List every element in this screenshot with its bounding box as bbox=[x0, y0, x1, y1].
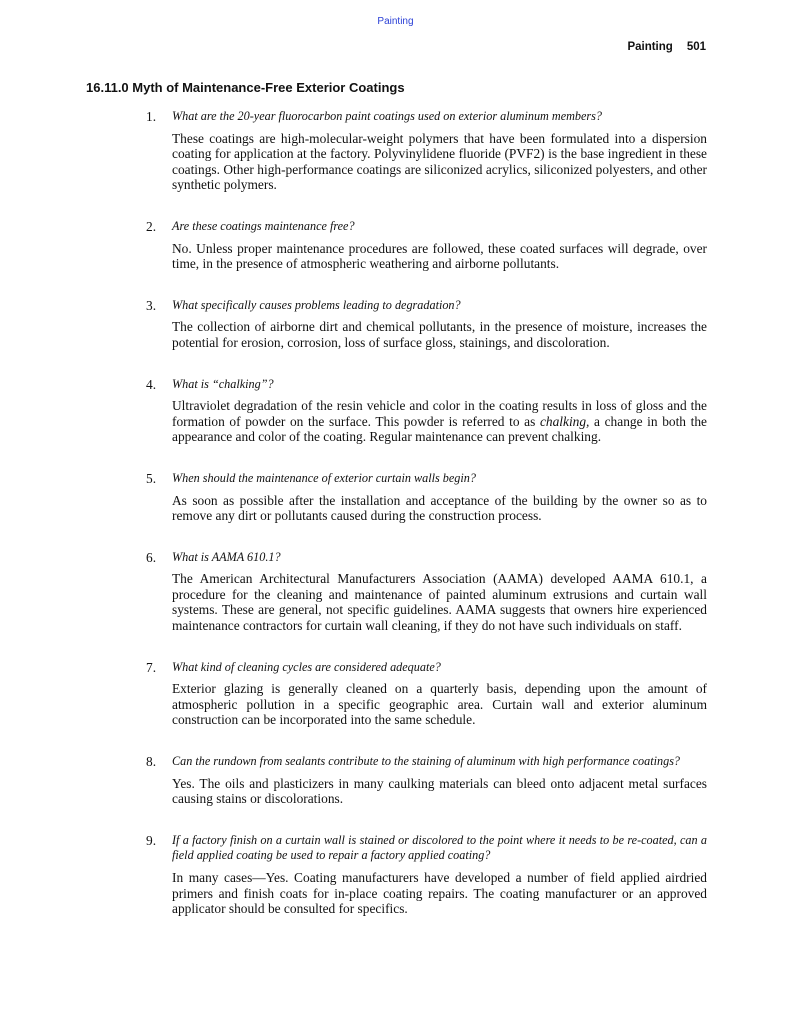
question-text: When should the maintenance of exterior curtain walls begin? bbox=[172, 470, 476, 485]
question-number: 1. bbox=[146, 109, 157, 124]
page-number: 501 bbox=[686, 41, 706, 53]
question-number: 2. bbox=[146, 218, 157, 234]
question-text: What are the 20-year fluorocarbon paint coatings used on exterior aluminum members? bbox=[172, 109, 603, 123]
answer-emphasis: chalking, bbox=[539, 413, 590, 429]
answer-text-part: Ultraviolet degradation of the resin vehicle and color in the coating results in loss of gloss and the formation of powder on the surface. This powder is referred to as bbox=[172, 398, 707, 429]
answer-text: In many cases—Yes. Coating manufacturers have developed a number of field applied airdried primers and finish coats for in-place coating repairs. The coating manufacturer or an approved applicator should be consulted for specifics. bbox=[172, 870, 707, 917]
question-number: 6. bbox=[146, 549, 157, 565]
section-title: 16.11.0 Myth of Maintenance-Free Exterior Coatings bbox=[86, 80, 405, 95]
question-number: 4. bbox=[146, 376, 157, 392]
question-text: What kind of cleaning cycles are considered adequate? bbox=[172, 659, 441, 674]
answer-text bbox=[172, 398, 707, 445]
question-text: Are these coatings maintenance free? bbox=[172, 218, 355, 233]
qa-item-1 bbox=[146, 109, 707, 193]
qa-item-8 bbox=[146, 754, 707, 807]
answer-text: As soon as possible after the installation and acceptance of the building by the owner so as to remove any dirt or pollutants caused during the construction process. bbox=[172, 492, 707, 524]
qa-item-4 bbox=[146, 377, 707, 445]
answer-text-part: a change in both the appearance and color of the coating. Regular maintenance can prevent chalking. bbox=[172, 413, 707, 445]
answer-text: Exterior glazing is generally cleaned on a quarterly basis, depending upon the amount of atmospheric pollution in a specific geographic area. Curtain wall and exterior aluminum construction can be incorporated into the same schedule. bbox=[172, 681, 707, 728]
qa-list bbox=[146, 109, 707, 917]
qa-item-3 bbox=[146, 298, 707, 351]
question-number: 9. bbox=[146, 832, 157, 848]
question-text: What specifically causes problems leading to degradation? bbox=[172, 297, 461, 312]
header-link-painting[interactable]: Painting bbox=[377, 16, 414, 27]
qa-item-6 bbox=[146, 550, 707, 634]
question-text: What is “chalking”? bbox=[172, 376, 274, 391]
qa-item-9 bbox=[146, 833, 707, 917]
question-number: 7. bbox=[146, 659, 157, 675]
answer-text: These coatings are high-molecular-weight polymers that have been formulated into a dispersion coating for application at the factory. Polyvinylidene fluoride (PVF2) is the base ingredient in these coatings. Other high-performance coatings are siliconized acrylics, siliconized polyesters, and other synthetic polymers. bbox=[172, 130, 707, 193]
question-text: What is AAMA 610.1? bbox=[172, 549, 281, 564]
question-number: 5. bbox=[146, 470, 157, 486]
running-head bbox=[627, 41, 706, 53]
answer-text: Yes. The oils and plasticizers in many caulking materials can bleed onto adjacent metal surfaces causing stains or discolorations. bbox=[172, 775, 707, 807]
qa-item-2 bbox=[146, 219, 707, 272]
question-number: 3. bbox=[146, 297, 157, 313]
qa-item-7 bbox=[146, 660, 707, 728]
answer-text: The collection of airborne dirt and chemical pollutants, in the presence of moisture, increases the potential for erosion, corrosion, loss of surface gloss, stainings, and discoloration. bbox=[172, 319, 707, 350]
question-number: 8. bbox=[146, 754, 157, 770]
running-title: Painting bbox=[627, 41, 673, 53]
question-text: If a factory finish on a curtain wall is stained or discolored to the point where it needs to be re-coated, can a field applied coating be used to repair a factory applied coating? bbox=[172, 832, 707, 863]
answer-text: No. Unless proper maintenance procedures are followed, these coated surfaces will degrade, over time, in the presence of atmospheric weathering and airborne pollutants. bbox=[172, 240, 707, 272]
answer-text: The American Architectural Manufacturers Association (AAMA) developed AAMA 610.1, a procedure for the cleaning and maintenance of painted aluminum extrusions and curtain wall systems. These are general, not specific guidelines. AAMA suggests that owners hire experienced maintenance contractors for curtain wall cleaning, if they do not have such individuals on staff. bbox=[172, 571, 707, 634]
qa-item-5 bbox=[146, 471, 707, 524]
question-text: Can the rundown from sealants contribute to the staining of aluminum with high performance coatings? bbox=[172, 754, 681, 769]
